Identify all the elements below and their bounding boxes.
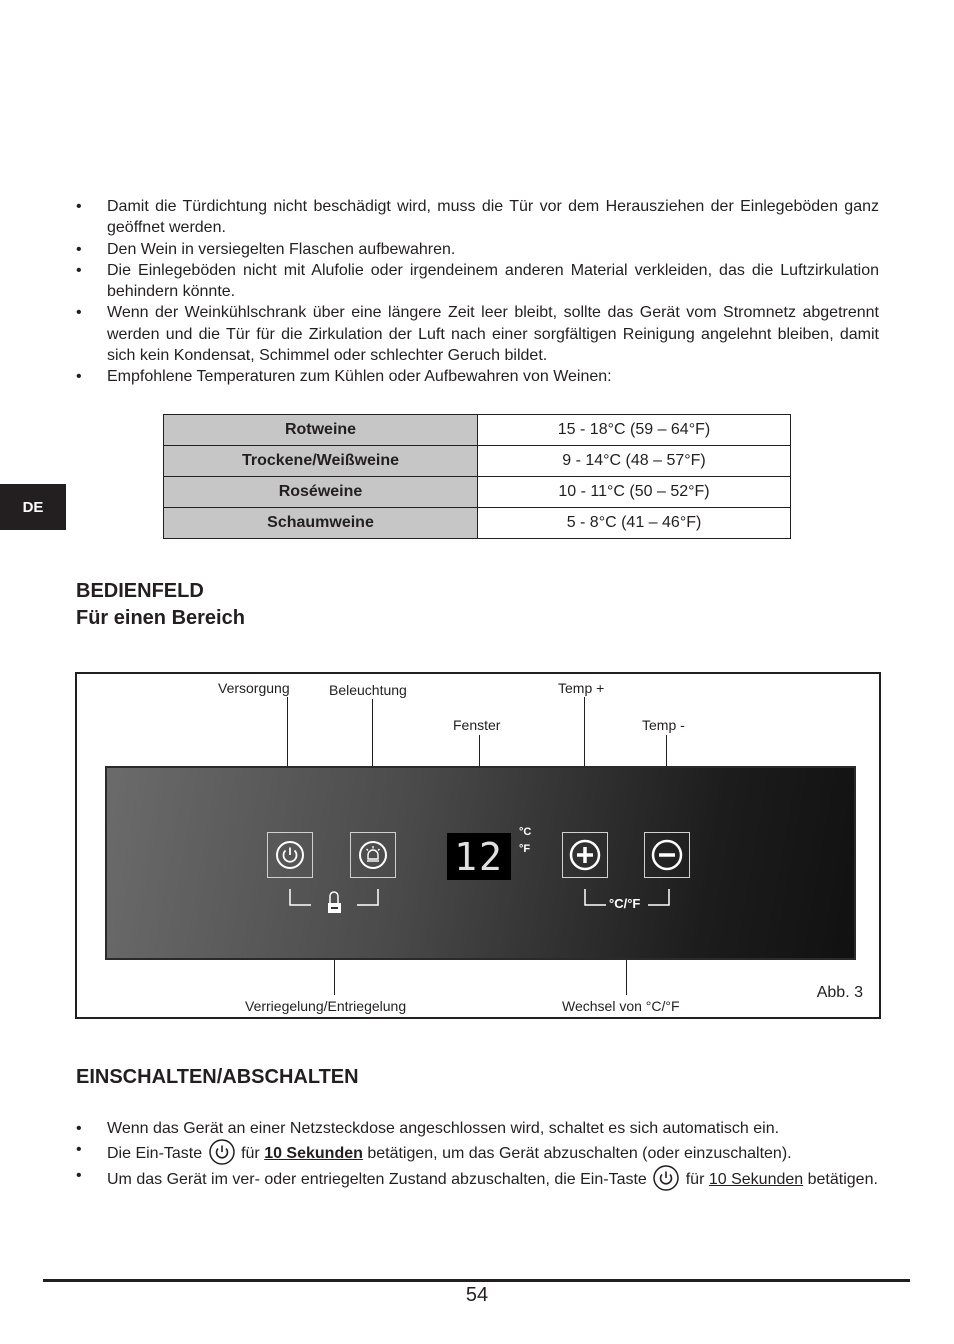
list-item: • Empfohlene Temperaturen zum Kühlen oder Aufbewahren von Weinen: <box>76 366 879 387</box>
list-item: • Wenn das Gerät an einer Netzsteckdose angeschlossen wird, schaltet es sich automatisch ein. <box>76 1118 879 1139</box>
text-span: für <box>685 1171 705 1189</box>
section-subtitle-panel: Für einen Bereich <box>76 607 245 629</box>
page-number: 54 <box>465 1284 489 1306</box>
temperature-cell: 10 - 11°C (50 – 52°F) <box>478 477 791 508</box>
table-row <box>164 415 791 446</box>
power-button[interactable] <box>267 832 313 878</box>
temperature-display: 12 <box>447 833 511 880</box>
lock-combo-bracket <box>289 889 379 915</box>
light-button[interactable] <box>350 832 396 878</box>
footer-rule <box>43 1279 910 1282</box>
light-icon <box>358 840 388 870</box>
label-unit-switch: Wechsel von °C/°F <box>562 998 680 1014</box>
emphasis-duration: 10 Sekunden <box>264 1145 363 1163</box>
temperature-cell: 5 - 8°C (41 – 46°F) <box>478 508 791 539</box>
wine-type-cell: Schaumweine <box>164 508 478 539</box>
label-lock: Verriegelung/Entriegelung <box>245 998 407 1014</box>
label-temp-plus: Temp + <box>558 680 605 696</box>
list-item: • Wenn der Weinkühlschrank über eine längere Zeit leer bleibt, sollte das Gerät vom Stromnetz abgetrennt werden und die Tür für die Zirkulation der Luft nach einer sorgfältigen Reinigung angelehnt bleiben, damit sich kein Kondensat, Schimmel oder schlechter Geruch bildet. <box>76 302 879 366</box>
label-beleuchtung: Beleuchtung <box>329 682 407 698</box>
label-fenster: Fenster <box>453 717 501 733</box>
table-row <box>164 477 791 508</box>
power-icon <box>275 840 305 870</box>
temperature-cell: 15 - 18°C (59 – 64°F) <box>478 415 791 446</box>
minus-icon <box>651 839 683 871</box>
text-span: Die Ein-Taste <box>107 1145 203 1163</box>
care-instructions-list <box>76 196 879 388</box>
section-title-panel: BEDIENFELD <box>76 580 204 602</box>
label-versorgung: Versorgung <box>218 680 290 696</box>
unit-celsius: °C <box>519 826 532 838</box>
onoff-instructions-list <box>76 1118 879 1191</box>
text-span: betätigen. <box>807 1171 878 1189</box>
table-row <box>164 446 791 477</box>
emphasis-duration: 10 Sekunden <box>708 1171 804 1189</box>
table-row <box>164 508 791 539</box>
section-title-onoff: EINSCHALTEN/ABSCHALTEN <box>76 1066 359 1088</box>
control-panel <box>105 766 856 960</box>
temperature-cell: 9 - 14°C (48 – 57°F) <box>478 446 791 477</box>
unit-indicators <box>519 824 531 858</box>
power-icon <box>209 1139 235 1165</box>
wine-type-cell: Rotweine <box>164 415 478 446</box>
wine-type-cell: Trockene/Weißweine <box>164 446 478 477</box>
label-temp-minus: Temp - <box>642 717 685 733</box>
control-panel-figure <box>75 672 881 1019</box>
language-tab: DE <box>0 484 66 530</box>
unit-combo-label: °C/°F <box>609 896 641 911</box>
text-span: für <box>241 1145 260 1163</box>
wine-temperature-table <box>163 414 791 539</box>
list-item <box>76 1139 879 1165</box>
plus-icon <box>569 839 601 871</box>
power-icon <box>653 1165 679 1191</box>
text-span: Um das Gerät im ver- oder entriegelten Zustand abzuschalten, die Ein-Taste <box>107 1171 647 1189</box>
wine-type-cell: Roséweine <box>164 477 478 508</box>
list-item <box>76 1165 879 1191</box>
text-span: betätigen, um das Gerät abzuschalten (oder einzuschalten). <box>367 1145 792 1163</box>
list-item: • Die Einlegeböden nicht mit Alufolie oder irgendeinem anderen Material verkleiden, das die Luftzirkulation behindern könnte. <box>76 260 879 303</box>
list-item: • Damit die Türdichtung nicht beschädigt wird, muss die Tür vor dem Herausziehen der Einlegeböden ganz geöffnet werden. <box>76 196 879 239</box>
figure-caption: Abb. 3 <box>816 984 863 1001</box>
temp-minus-button[interactable] <box>644 832 690 878</box>
temp-plus-button[interactable] <box>562 832 608 878</box>
unit-fahrenheit: °F <box>519 843 531 855</box>
list-item: • Den Wein in versiegelten Flaschen aufbewahren. <box>76 239 879 260</box>
